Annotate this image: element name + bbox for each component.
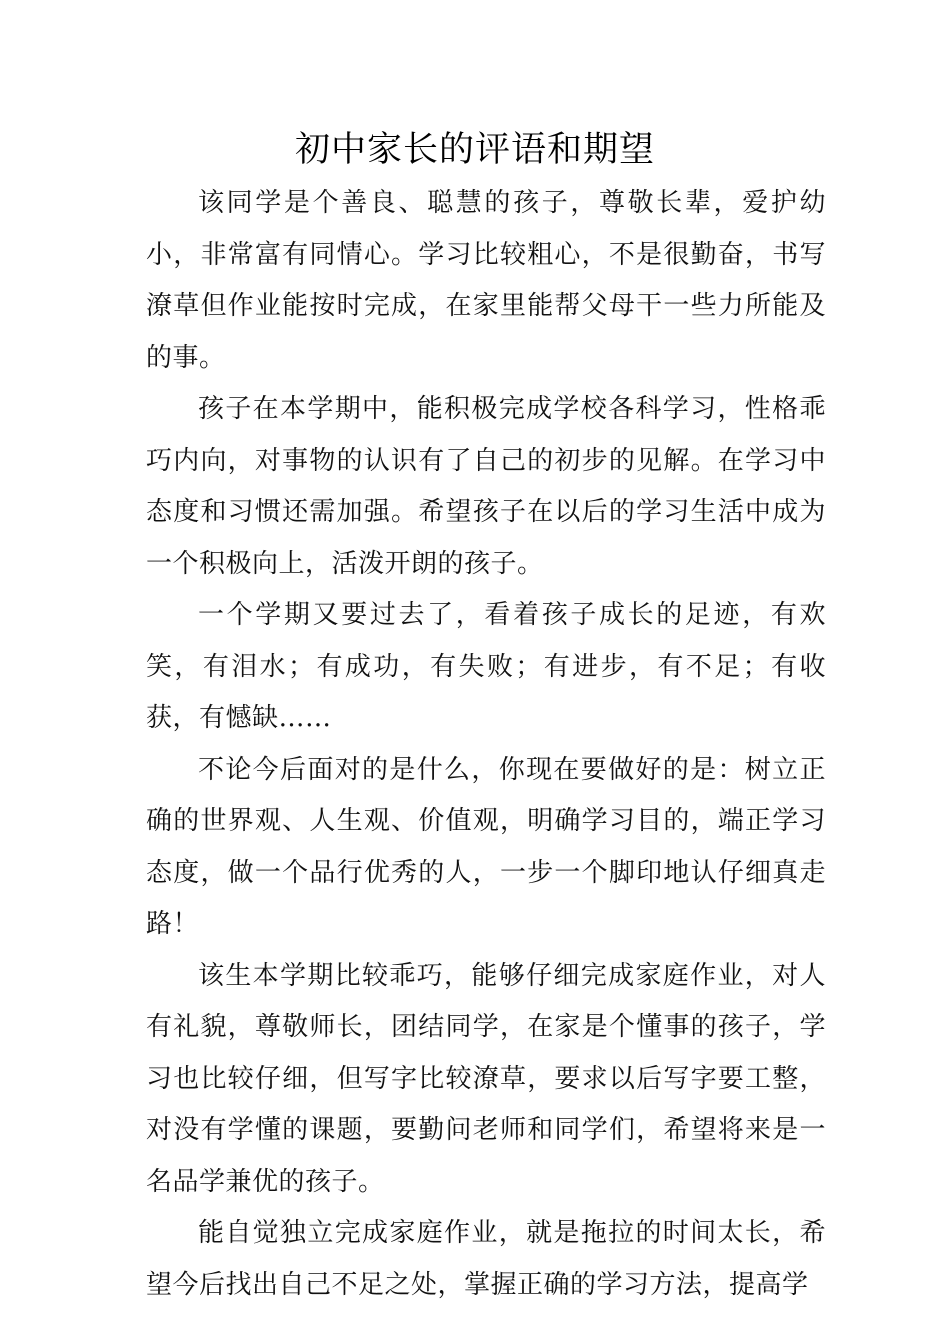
paragraph-6: 能自觉独立完成家庭作业，就是拖拉的时间太长，希望今后找出自己不足之处，掌握正确的学习方法，提高学 (146, 1218, 826, 1300)
paragraph-2: 孩子在本学期中，能积极完成学校各科学习，性格乖巧内向，对事物的认识有了自己的初步的见解。在学习中态度和习惯还需加强。希望孩子在以后的学习生活中成为一个积极向上，活泼开朗的孩子。 (146, 394, 826, 579)
paragraph-3: 一个学期又要过去了，看着孩子成长的足迹，有欢笑，有泪水；有成功，有失败；有进步，有不足；有收获，有憾缺…… (146, 600, 826, 733)
document-body (146, 178, 826, 1311)
paragraph-1: 该同学是个善良、聪慧的孩子，尊敬长辈，爱护幼小，非常富有同情心。学习比较粗心，不是很勤奋，书写潦草但作业能按时完成，在家里能帮父母干一些力所能及的事。 (146, 188, 826, 373)
document-title: 初中家长的评语和期望 (294, 130, 655, 170)
paragraph-5: 该生本学期比较乖巧，能够仔细完成家庭作业，对人有礼貌，尊敬师长，团结同学，在家是个懂事的孩子，学习也比较仔细，但写字比较潦草，要求以后写字要工整，对没有学懂的课题，要勤问老师和同学们，希望将来是一名品学兼优的孩子。 (146, 960, 826, 1197)
paragraph-4: 不论今后面对的是什么，你现在要做好的是：树立正确的世界观、人生观、价值观，明确学习目的，端正学习态度，做一个品行优秀的人，一步一个脚印地认仔细真走路！ (146, 754, 826, 939)
